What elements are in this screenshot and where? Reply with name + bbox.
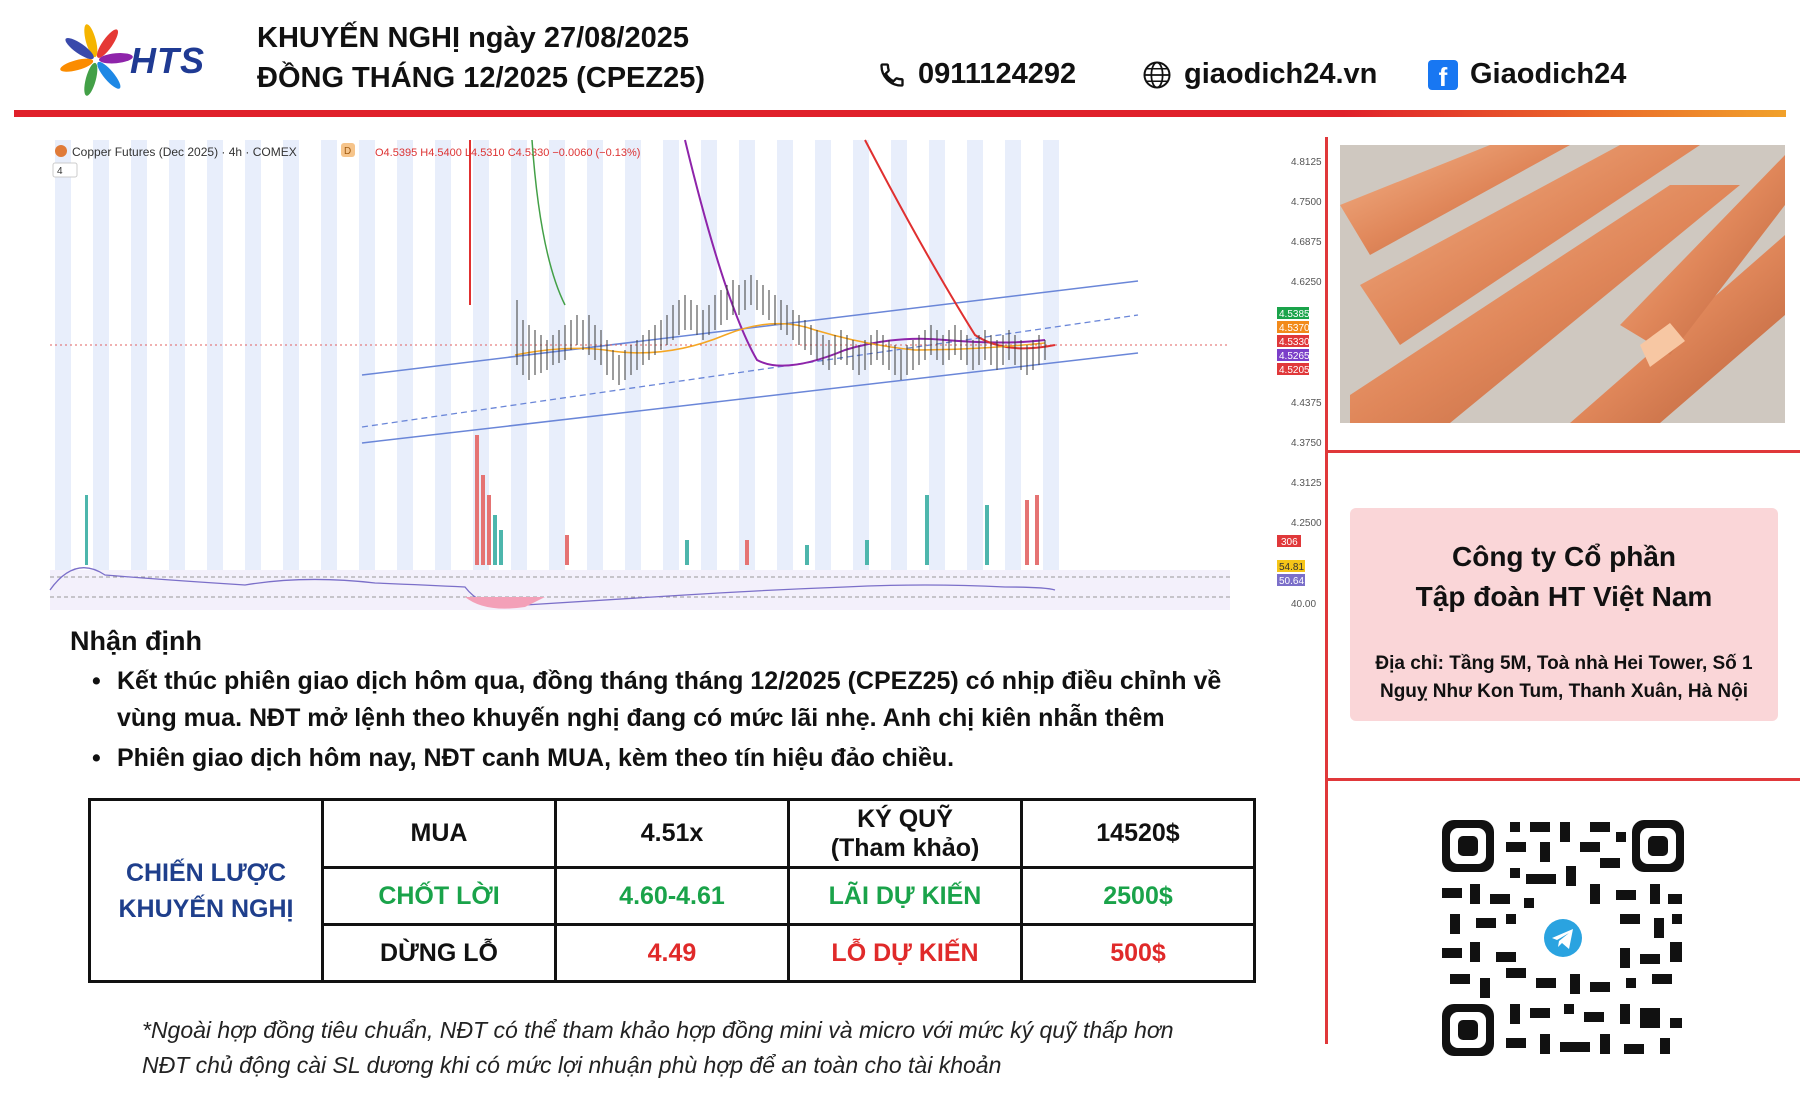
header-divider [14,110,1786,117]
bullet-line: Kết thúc phiên giao dịch hôm qua, đồng tháng tháng 12/2025 (CPEZ25) có nhịp điều chỉnh về [117,667,1222,695]
price-tag: 4.5330 [1279,337,1310,348]
expected-loss-label: LỖ DỰ KIẾN [789,925,1022,982]
take-profit-label: CHỐT LỜI [323,868,556,925]
bullet-dot: • [92,744,101,772]
bullet-dot: • [92,667,101,695]
contact-phone[interactable] [878,58,1076,91]
phone-number: 0911124292 [918,58,1077,90]
telegram-qr-code[interactable] [1440,818,1686,1058]
facebook-icon: f [1428,60,1458,90]
strategy-table [88,798,1256,983]
right-divider-2 [1325,778,1800,781]
phone-icon [878,60,906,90]
ohlc-readout: O4.5395 H4.5400 L4.5310 C4.5330 −0.0060 (−0.13%) [375,147,641,159]
indicator-toggle-label: 4 [57,166,63,177]
strategy-label: CHIẾN LƯỢC KHUYẾN NGHỊ [90,800,323,982]
y-tick: 4.2500 [1291,518,1322,529]
logo-text: HTS [130,40,205,81]
bullet-line: vùng mua. NĐT mở lệnh theo khuyến nghị đang có mức lãi nhẹ. Anh chị kiên nhẫn thêm [117,704,1165,732]
company-name-line-2: Tập đoàn HT Việt Nam [1415,581,1713,612]
bullet-line: Phiên giao dịch hôm nay, NĐT canh MUA, kèm theo tín hiệu đảo chiều. [117,744,955,772]
page-title-contract: ĐỒNG THÁNG 12/2025 (CPEZ25) [257,62,706,94]
copper-symbol-icon [55,145,67,157]
y-tick: 4.6250 [1291,277,1322,288]
y-tick: 4.7500 [1291,197,1322,208]
footnote-line-1: *Ngoài hợp đồng tiêu chuẩn, NĐT có thể tham khảo hợp đồng mini và micro với mức ký quỹ thấp hơn [142,1017,1174,1043]
website-link: giaodich24.vn [1184,58,1378,90]
company-name-line-1: Công ty Cổ phần [1452,541,1676,572]
y-tick: 4.4375 [1291,398,1322,409]
right-divider-1 [1325,450,1800,453]
company-address-line-2: Nguỵ Như Kon Tum, Thanh Xuân, Hà Nội [1379,681,1749,702]
y-tick: 4.8125 [1291,157,1322,168]
rsi-tick: 40.00 [1291,599,1317,610]
analysis-bullet-2 [92,740,1292,777]
company-address-line-1: Địa chỉ: Tầng 5M, Toà nhà Hei Tower, Số 1 [1375,653,1753,674]
footnote-line-2: NĐT chủ động cài SL dương khi có mức lợi nhuận phù hợp để an toàn cho tài khoản [142,1052,1002,1078]
buy-label: MUA [323,800,556,868]
analysis-bullet-1 [92,663,1292,737]
price-tag: 4.5205 [1279,365,1310,376]
price-chart[interactable] [45,135,1322,615]
price-tag: 4.5385 [1279,309,1310,320]
copper-bars-image [1340,145,1785,423]
y-tick: 4.6875 [1291,237,1322,248]
y-tick: 4.3125 [1291,478,1322,489]
page-title-date: KHUYẾN NGHỊ ngày 27/08/2025 [257,22,689,54]
volume-tag: 306 [1281,537,1298,548]
expected-profit-label: LÃI DỰ KIẾN [789,868,1022,925]
rsi-tag: 54.81 [1279,562,1305,573]
expected-profit-value: 2500$ [1022,868,1255,925]
price-tag: 4.5370 [1279,323,1310,334]
analysis-heading: Nhận định [70,626,202,656]
take-profit-price: 4.60-4.61 [556,868,789,925]
price-tag: 4.5265 [1279,351,1310,362]
stop-loss-price: 4.49 [556,925,789,982]
buy-price: 4.51x [556,800,789,868]
margin-label: KÝ QUỸ (Tham khảo) [789,800,1022,868]
y-tick: 4.3750 [1291,438,1322,449]
margin-value: 14520$ [1022,800,1255,868]
rsi-tag: 50.64 [1279,576,1305,587]
facebook-page: Giaodich24 [1470,58,1627,90]
stop-loss-label: DỪNG LỖ [323,925,556,982]
column-divider [1325,137,1328,1044]
contact-website[interactable] [1142,58,1377,91]
contact-facebook[interactable] [1428,58,1626,91]
symbol-label: Copper Futures (Dec 2025) · 4h · COMEX [72,145,297,159]
interval-badge-label: D [344,146,352,157]
expected-loss-value: 500$ [1022,925,1255,982]
globe-icon [1142,60,1172,90]
